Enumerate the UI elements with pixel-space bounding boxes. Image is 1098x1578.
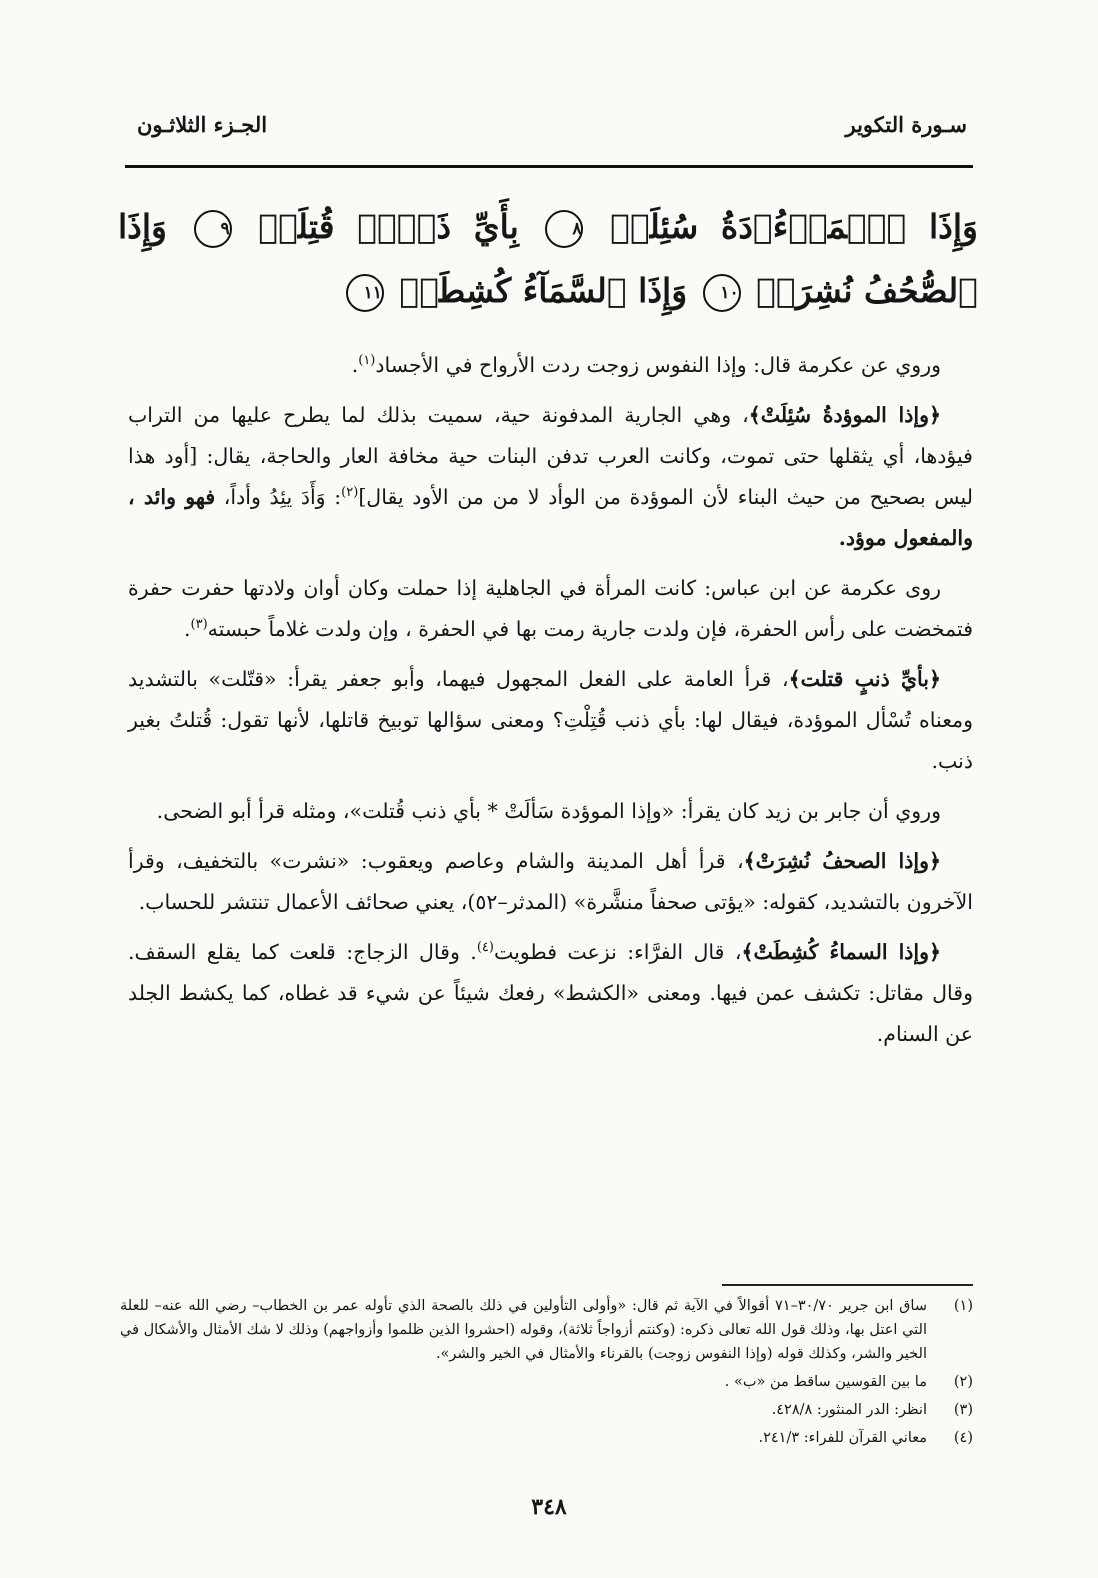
footnote-ref-4[interactable]: (٤) <box>476 940 494 956</box>
page-number: ٣٤٨ <box>531 1494 567 1520</box>
footnote-text: ما بين القوسين ساقط من «ب» . <box>724 1374 927 1390</box>
footnote-text: معاني القرآن للفراء: ٢٤١/٣. <box>758 1430 927 1446</box>
verse-9-text: بِأَيِّ ذَنۢبٖ قُتِلَتۡ <box>258 207 519 246</box>
paragraph-text-cont: . وقال الزجاج: قلعت كما يقلع السقف. وقال مقاتل: تكشف عمن فيها. ومعنى «الكشط» رفعك شيئاً عن شيء قد غطاه، كما يكشط الجلد عن السنام. <box>128 940 973 1046</box>
verse-quote: ﴿وإذا الصحفُ نُشِرَتْ﴾ <box>743 849 941 873</box>
paragraph-end: . <box>183 617 191 641</box>
paragraph-text: وروي أن جابر بن زيد كان يقرأ: «وإذا الموؤدة سَألَتْ * بأي ذنب قُتلت»، ومثله قرأ أبو الضحى. <box>156 799 941 823</box>
commentary-body <box>128 345 973 1064</box>
paragraph-2 <box>128 395 973 559</box>
paragraph-bold-end: فهو وائد ، والمفعول موؤد. <box>128 485 973 550</box>
footnote-text: انظر: الدر المنثور: ٤٢٨/٨. <box>771 1402 927 1418</box>
paragraph-7 <box>128 932 973 1055</box>
verse-8-text: وَإِذَا ٱلۡمَوۡءُۥدَةُ سُئِلَتۡ <box>610 207 978 246</box>
verse-quote: ﴿وإذا السماءُ كُشِطَتْ﴾ <box>741 940 941 964</box>
verse-10-text: وَإِذَا ٱلصُّحُفُ نُشِرَتۡ <box>118 207 978 310</box>
footnote-number: (١) <box>953 1298 973 1314</box>
surah-title: سـورة التكوير <box>845 112 967 137</box>
quran-verses <box>118 195 978 323</box>
paragraph-3 <box>128 568 973 650</box>
paragraph-6 <box>128 841 973 923</box>
verse-11-text: وَإِذَا ٱلسَّمَآءُ كُشِطَتۡ <box>399 271 688 310</box>
verse-number-11: ١١ <box>346 274 384 312</box>
footnote-ref-1[interactable]: (١) <box>358 353 376 369</box>
verse-number-8: ٨ <box>545 210 583 248</box>
footnote-number: (٢) <box>953 1374 973 1390</box>
footnote-text: ساق ابن جرير ٣٠/٧٠–٧١ أقوالاً في الآية ثم قال: «وأولى التأولين في ذلك بالصحة الذي تأوله عمر بن الخطاب– رضي الله عنه– للعلة التي اعتل بها، وذلك قول الله تعالى ذكره: (وكنتم أزواجاً ثلاثة)، وقوله (احشروا الذين ظلموا وأزواجهم) وذلك لا شك الأمثال والأشكال في الخير والشر، وكذلك قوله (وإذا النفوس زوجت) بالقرناء والأمثال في الخير والشر». <box>120 1298 927 1362</box>
footnotes <box>120 1294 973 1454</box>
verse-number-9: ٩ <box>194 210 232 248</box>
footnote-separator <box>722 1284 973 1286</box>
footnote-ref-2[interactable]: (٢) <box>341 485 359 501</box>
juz-title: الجـزء الثلاثـون <box>137 112 268 137</box>
footnote-ref-3[interactable]: (٣) <box>190 617 208 633</box>
footnote-1 <box>120 1294 973 1366</box>
header-rule <box>125 165 973 168</box>
paragraph-text: ، قرأ أهل المدينة والشام وعاصم ويعقوب: «نشرت» بالتخفيف، وقرأ الآخرون بالتشديد، كقوله: «يؤتى صحفاً منشَّرة» (المدثر–٥٢)، يعني صحائف الأعمال تنتشر للحساب. <box>128 849 973 914</box>
paragraph-text-cont: : وَأَدَ يئِدُ وأداً، <box>215 485 342 509</box>
paragraph-text: ، قرأ العامة على الفعل المجهول فيهما، وأبو جعفر يقرأ: «قتّلت» بالتشديد ومعناه تُسْأل الموؤدة، فيقال لها: بأي ذنب قُتِلْتِ؟ ومعنى سؤالها توبيخ قاتلها، لأنها تقول: قُتلتُ بغير ذنب. <box>128 667 973 773</box>
paragraph-text: روى عكرمة عن ابن عباس: كانت المرأة في الجاهلية إذا حملت وكان أوان ولادتها حفرت حفرة فتمخضت على رأس الحفرة، فإن ولدت جارية رمت بها في الحفرة ، وإن ولدت غلاماً حبسته <box>128 576 973 641</box>
footnote-number: (٣) <box>953 1402 973 1418</box>
verse-quote: ﴿وإذا الموؤدةُ سُئِلَتْ﴾ <box>748 403 941 427</box>
running-header <box>125 108 973 144</box>
footnote-4 <box>120 1426 973 1450</box>
footnote-3 <box>120 1398 973 1422</box>
paragraph-5 <box>128 791 973 832</box>
footnote-number: (٤) <box>953 1430 973 1446</box>
paragraph-end: . <box>351 353 359 377</box>
paragraph-text: ، وهي الجارية المدفونة حية، سميت بذلك لما يطرح عليها من التراب فيؤدها، أي يثقلها حتى تموت، وكانت العرب تدفن البنات حية مخافة العار والحاجة، يقال: [أود هذا ليس بصحيح من حيث البناء لأن الموؤدة من الوأد لا من من الأود يقال] <box>128 403 973 509</box>
footnote-2 <box>120 1370 973 1394</box>
paragraph-1 <box>128 345 973 386</box>
verse-quote: ﴿بأيِّ ذنبٍ قتلت﴾ <box>788 667 941 691</box>
paragraph-text: ، قال الفرَّاء: نزعت فطويت <box>493 940 742 964</box>
paragraph-text: وروي عن عكرمة قال: وإذا النفوس زوجت ردت الأرواح في الأجساد <box>375 353 941 377</box>
paragraph-4 <box>128 659 973 782</box>
verse-number-10: ١٠ <box>703 274 741 312</box>
